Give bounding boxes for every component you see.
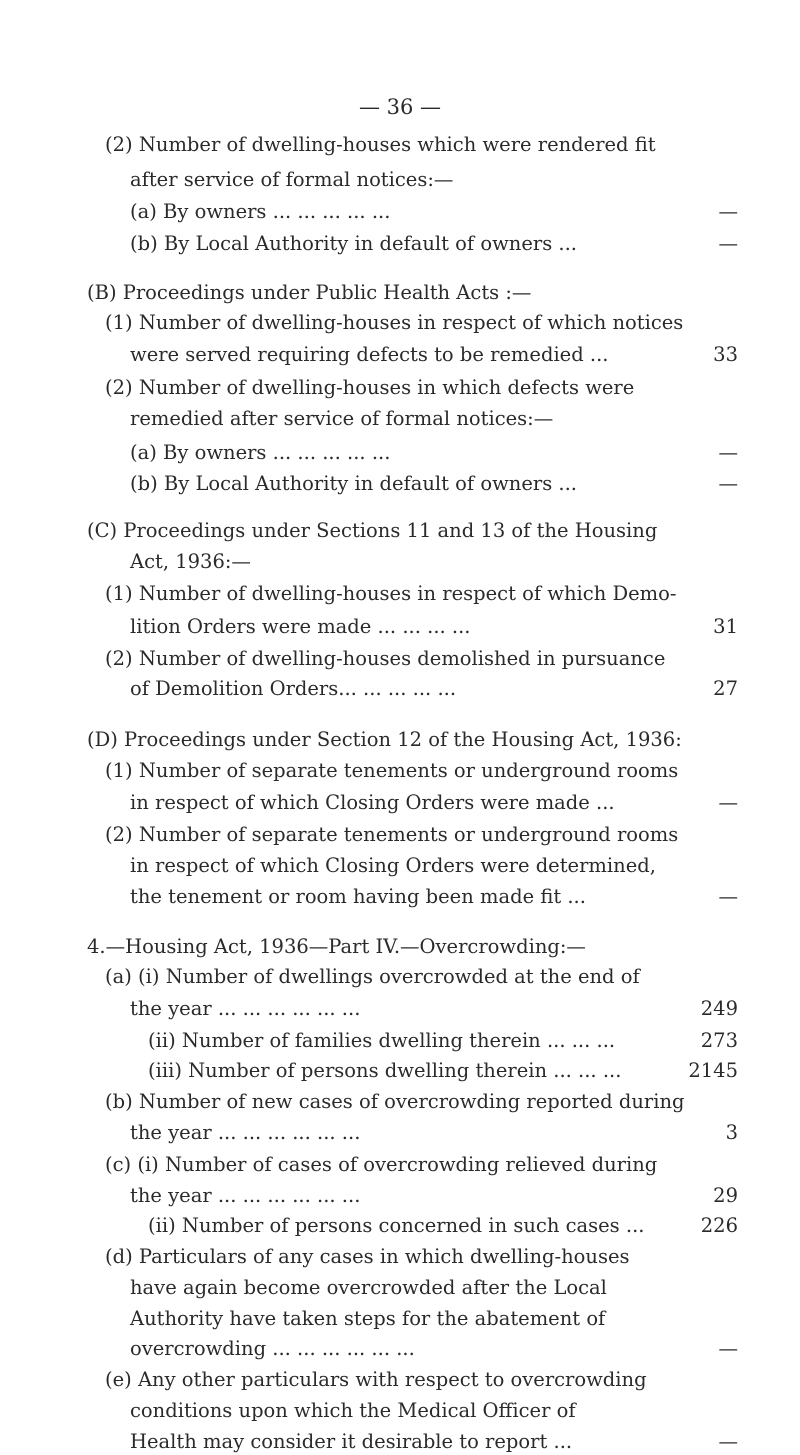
- report-line: [0, 342, 800, 368]
- report-line: [0, 1213, 800, 1239]
- report-line: [0, 406, 800, 432]
- line-text: (ii) Number of families dwelling therein ... ... ...: [148, 1028, 616, 1052]
- line-value: 29: [713, 1183, 738, 1207]
- line-value: —: [718, 791, 738, 814]
- line-text: (c) (i) Number of cases of overcrowding relieved during: [105, 1152, 658, 1176]
- report-line: [0, 1120, 800, 1146]
- report-line: [0, 581, 800, 607]
- line-value: 31: [713, 614, 738, 638]
- report-line: [0, 934, 800, 960]
- line-value: —: [718, 885, 738, 909]
- line-value: 273: [700, 1028, 738, 1052]
- report-line: [0, 1244, 800, 1270]
- line-value: 3: [725, 1120, 738, 1144]
- line-value: 33: [713, 342, 738, 366]
- line-text: (B) Proceedings under Public Health Acts :—: [87, 281, 532, 305]
- line-value: —: [718, 1337, 738, 1361]
- line-value: 2145: [688, 1059, 738, 1083]
- report-line: [0, 471, 800, 497]
- report-line: [0, 440, 800, 466]
- line-text: (a) By owners ... ... ... ... ...: [130, 440, 391, 464]
- line-text: overcrowding ... ... ... ... ... ...: [130, 1337, 415, 1361]
- line-text: (2) Number of dwelling-houses which were rendered fit: [105, 133, 656, 156]
- line-text: (2) Number of dwelling-houses demolished in pursuance: [105, 646, 666, 670]
- line-text: Authority have taken steps for the abatement of: [130, 1306, 606, 1330]
- line-text: (b) By Local Authority in default of owners ...: [130, 471, 577, 495]
- report-line: [0, 822, 800, 848]
- report-line: [0, 1089, 800, 1115]
- line-text: lition Orders were made ... ... ... ...: [130, 614, 471, 638]
- line-text: (iii) Number of persons dwelling therein ... ... ...: [148, 1059, 622, 1083]
- report-line: [0, 310, 800, 336]
- line-value: 27: [713, 677, 738, 701]
- report-line: [0, 676, 800, 702]
- line-text: (2) Number of separate tenements or underground rooms: [105, 822, 679, 846]
- line-text: (C) Proceedings under Sections 11 and 13 of the Housing: [87, 518, 658, 542]
- line-value: —: [718, 440, 738, 464]
- line-text: the year ... ... ... ... ... ...: [130, 1183, 361, 1207]
- report-line: [0, 1275, 800, 1301]
- report-line: [0, 549, 800, 575]
- report-line: [0, 614, 800, 640]
- line-text: (b) By Local Authority in default of owners ...: [130, 232, 577, 256]
- line-text: in respect of which Closing Orders were made ...: [130, 791, 615, 814]
- line-value: —: [718, 471, 738, 495]
- report-line: [0, 1367, 800, 1393]
- line-text: (a) By owners ... ... ... ... ...: [130, 200, 391, 224]
- report-line: [0, 646, 800, 672]
- line-text: conditions upon which the Medical Officer of: [130, 1398, 576, 1422]
- report-line: [0, 1429, 800, 1455]
- line-text: Health may consider it desirable to report ...: [130, 1429, 573, 1453]
- report-line: [0, 167, 800, 193]
- line-value: 249: [700, 996, 738, 1020]
- line-value: 226: [700, 1214, 738, 1238]
- report-line: [0, 1028, 800, 1054]
- report-line: [0, 1398, 800, 1424]
- line-value: —: [718, 232, 738, 256]
- line-text: (a) (i) Number of dwellings overcrowded at the end of: [105, 965, 640, 989]
- line-text: (2) Number of dwelling-houses in which defects were: [105, 376, 635, 400]
- report-line: [0, 727, 800, 753]
- line-text: after service of formal notices:—: [130, 167, 454, 191]
- line-text: of Demolition Orders... ... ... ... ...: [130, 677, 457, 701]
- report-line: [0, 964, 800, 990]
- report-line: [0, 790, 800, 816]
- report-line: [0, 518, 800, 544]
- line-value: —: [718, 200, 738, 224]
- report-line: [0, 280, 800, 306]
- line-text: (d) Particulars of any cases in which dwelling-houses: [105, 1245, 630, 1269]
- line-text: (1) Number of separate tenements or underground rooms: [105, 759, 679, 783]
- report-line: [0, 1306, 800, 1332]
- line-text: Act, 1936:—: [130, 549, 251, 573]
- line-value: —: [718, 1429, 738, 1453]
- report-line: [0, 884, 800, 910]
- line-text: (1) Number of dwelling-houses in respect of which notices: [105, 310, 684, 334]
- report-line: [0, 231, 800, 257]
- line-text: the year ... ... ... ... ... ...: [130, 996, 361, 1020]
- line-text: (D) Proceedings under Section 12 of the Housing Act, 1936:: [87, 728, 682, 752]
- line-text: (e) Any other particulars with respect to overcrowding: [105, 1368, 647, 1392]
- report-line: [0, 1183, 800, 1209]
- line-text: the year ... ... ... ... ... ...: [130, 1120, 361, 1144]
- report-line: [0, 758, 800, 784]
- line-text: remedied after service of formal notices:—: [130, 407, 554, 431]
- report-line: [0, 132, 800, 158]
- line-text: have again become overcrowded after the Local: [130, 1275, 607, 1299]
- report-line: [0, 853, 800, 879]
- report-line: [0, 199, 800, 225]
- line-text: (ii) Number of persons concerned in such cases ...: [148, 1214, 645, 1238]
- line-text: the tenement or room having been made fit ...: [130, 885, 586, 909]
- line-text: (1) Number of dwelling-houses in respect of which Demo-: [105, 582, 677, 606]
- report-line: [0, 1336, 800, 1362]
- report-line: [0, 1058, 800, 1084]
- line-text: were served requiring defects to be remedied ...: [130, 342, 609, 366]
- report-line: [0, 375, 800, 401]
- line-text: (b) Number of new cases of overcrowding reported during: [105, 1090, 685, 1114]
- page-number: — 36 —: [358, 95, 442, 119]
- line-text: in respect of which Closing Orders were determined,: [130, 853, 656, 877]
- report-line: [0, 1152, 800, 1178]
- line-text: 4.—Housing Act, 1936—Part IV.—Overcrowding:—: [87, 935, 586, 959]
- report-line: [0, 996, 800, 1022]
